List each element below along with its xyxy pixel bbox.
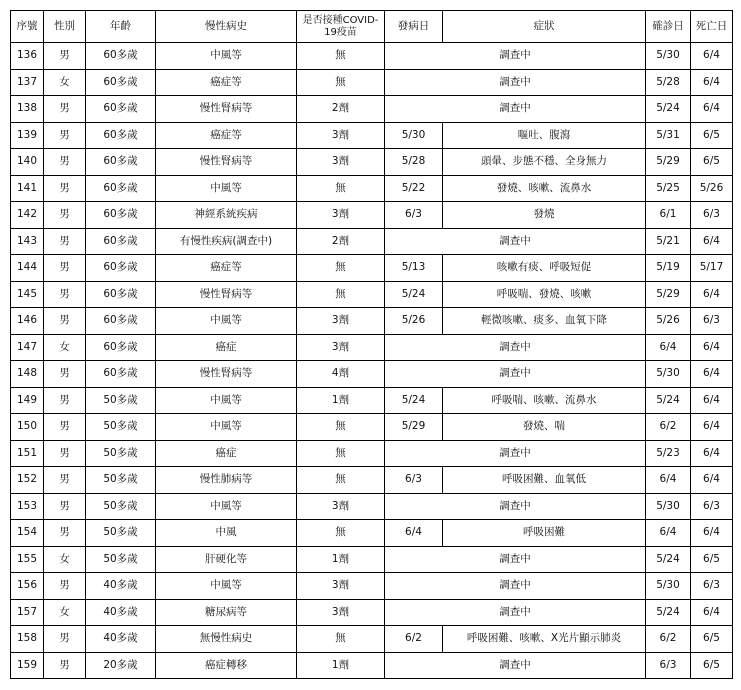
cell-sex: 男 bbox=[44, 467, 86, 494]
cell-id: 138 bbox=[11, 96, 44, 123]
cell-confirmed: 6/4 bbox=[646, 520, 691, 547]
cell-confirmed: 6/3 bbox=[646, 652, 691, 679]
header-confirmed: 確診日 bbox=[646, 11, 691, 43]
cell-age: 50多歲 bbox=[86, 493, 156, 520]
cell-vaccine: 無 bbox=[297, 520, 385, 547]
table-row bbox=[11, 96, 733, 123]
cell-symptoms: 調查中 bbox=[385, 652, 646, 679]
cell-id: 151 bbox=[11, 440, 44, 467]
cell-death: 6/4 bbox=[691, 440, 733, 467]
table-row bbox=[11, 440, 733, 467]
cell-history: 肝硬化等 bbox=[156, 546, 297, 573]
header-vaccine: 是否接種COVID-19疫苗 bbox=[297, 11, 385, 43]
cell-id: 143 bbox=[11, 228, 44, 255]
cell-id: 137 bbox=[11, 69, 44, 96]
cell-confirmed: 5/30 bbox=[646, 573, 691, 600]
cell-vaccine: 3劑 bbox=[297, 599, 385, 626]
cell-confirmed: 5/26 bbox=[646, 308, 691, 335]
table-row bbox=[11, 573, 733, 600]
cell-confirmed: 5/31 bbox=[646, 122, 691, 149]
cell-symptoms: 咳嗽有痰、呼吸短促 bbox=[443, 255, 646, 282]
cell-confirmed: 5/30 bbox=[646, 43, 691, 70]
cell-vaccine: 無 bbox=[297, 69, 385, 96]
cell-vaccine: 3劑 bbox=[297, 122, 385, 149]
cell-id: 153 bbox=[11, 493, 44, 520]
cell-age: 60多歲 bbox=[86, 69, 156, 96]
cell-symptoms: 呼吸喘、發燒、咳嗽 bbox=[443, 281, 646, 308]
table-row bbox=[11, 228, 733, 255]
cell-onset: 5/24 bbox=[385, 281, 443, 308]
cell-id: 136 bbox=[11, 43, 44, 70]
table-row bbox=[11, 493, 733, 520]
cell-vaccine: 無 bbox=[297, 414, 385, 441]
cell-sex: 男 bbox=[44, 652, 86, 679]
cell-symptoms: 發燒、咳嗽、流鼻水 bbox=[443, 175, 646, 202]
cell-history: 無慢性病史 bbox=[156, 626, 297, 653]
cell-sex: 男 bbox=[44, 361, 86, 388]
cell-age: 50多歲 bbox=[86, 440, 156, 467]
cell-death: 6/4 bbox=[691, 69, 733, 96]
cell-vaccine: 無 bbox=[297, 440, 385, 467]
cell-vaccine: 3劑 bbox=[297, 149, 385, 176]
table-row bbox=[11, 467, 733, 494]
cell-vaccine: 無 bbox=[297, 175, 385, 202]
cell-symptoms: 頭暈、步態不穩、全身無力 bbox=[443, 149, 646, 176]
cell-sex: 男 bbox=[44, 493, 86, 520]
cell-history: 癌症轉移 bbox=[156, 652, 297, 679]
cell-symptoms: 呼吸困難、咳嗽、X光片顯示肺炎 bbox=[443, 626, 646, 653]
cell-age: 60多歲 bbox=[86, 308, 156, 335]
cell-id: 148 bbox=[11, 361, 44, 388]
cell-id: 145 bbox=[11, 281, 44, 308]
cell-death: 6/4 bbox=[691, 281, 733, 308]
cell-onset: 5/22 bbox=[385, 175, 443, 202]
cell-age: 50多歲 bbox=[86, 387, 156, 414]
cell-confirmed: 6/2 bbox=[646, 414, 691, 441]
cell-onset: 6/3 bbox=[385, 467, 443, 494]
cell-onset: 5/26 bbox=[385, 308, 443, 335]
cell-vaccine: 2劑 bbox=[297, 96, 385, 123]
table-row bbox=[11, 361, 733, 388]
cell-id: 159 bbox=[11, 652, 44, 679]
cell-symptoms: 調查中 bbox=[385, 546, 646, 573]
table-row bbox=[11, 308, 733, 335]
cell-confirmed: 5/24 bbox=[646, 546, 691, 573]
cell-id: 146 bbox=[11, 308, 44, 335]
cell-death: 6/4 bbox=[691, 334, 733, 361]
cell-id: 158 bbox=[11, 626, 44, 653]
cell-confirmed: 5/24 bbox=[646, 599, 691, 626]
cell-sex: 男 bbox=[44, 228, 86, 255]
cell-death: 6/3 bbox=[691, 573, 733, 600]
cell-sex: 男 bbox=[44, 414, 86, 441]
table-row bbox=[11, 652, 733, 679]
cell-symptoms: 發燒、喘 bbox=[443, 414, 646, 441]
cell-vaccine: 1劑 bbox=[297, 546, 385, 573]
cell-death: 6/4 bbox=[691, 361, 733, 388]
cell-sex: 女 bbox=[44, 599, 86, 626]
cell-sex: 男 bbox=[44, 440, 86, 467]
cell-history: 慢性腎病等 bbox=[156, 361, 297, 388]
cell-history: 中風等 bbox=[156, 308, 297, 335]
cell-age: 60多歲 bbox=[86, 255, 156, 282]
cell-confirmed: 5/23 bbox=[646, 440, 691, 467]
header-age: 年齡 bbox=[86, 11, 156, 43]
case-table-container bbox=[10, 10, 733, 679]
cell-id: 150 bbox=[11, 414, 44, 441]
cell-death: 6/4 bbox=[691, 96, 733, 123]
cell-death: 6/5 bbox=[691, 149, 733, 176]
cell-history: 中風等 bbox=[156, 387, 297, 414]
cell-confirmed: 5/25 bbox=[646, 175, 691, 202]
cell-history: 癌症 bbox=[156, 440, 297, 467]
table-header-row bbox=[11, 11, 733, 43]
cell-vaccine: 2劑 bbox=[297, 228, 385, 255]
cell-vaccine: 1劑 bbox=[297, 652, 385, 679]
cell-onset: 5/28 bbox=[385, 149, 443, 176]
cell-age: 60多歲 bbox=[86, 228, 156, 255]
cell-symptoms: 嘔吐、腹瀉 bbox=[443, 122, 646, 149]
cell-age: 50多歲 bbox=[86, 546, 156, 573]
cell-age: 40多歲 bbox=[86, 626, 156, 653]
cell-sex: 男 bbox=[44, 520, 86, 547]
cell-symptoms: 呼吸困難 bbox=[443, 520, 646, 547]
cell-age: 60多歲 bbox=[86, 361, 156, 388]
table-row bbox=[11, 334, 733, 361]
cell-id: 155 bbox=[11, 546, 44, 573]
cell-death: 6/4 bbox=[691, 43, 733, 70]
cell-death: 6/4 bbox=[691, 599, 733, 626]
cell-history: 中風等 bbox=[156, 43, 297, 70]
cell-confirmed: 6/2 bbox=[646, 626, 691, 653]
cell-sex: 男 bbox=[44, 255, 86, 282]
cell-symptoms: 調查中 bbox=[385, 599, 646, 626]
cell-onset: 6/3 bbox=[385, 202, 443, 229]
cell-id: 152 bbox=[11, 467, 44, 494]
cell-vaccine: 無 bbox=[297, 43, 385, 70]
cell-history: 慢性腎病等 bbox=[156, 149, 297, 176]
table-row bbox=[11, 546, 733, 573]
cell-age: 50多歲 bbox=[86, 467, 156, 494]
cell-symptoms: 調查中 bbox=[385, 361, 646, 388]
cell-symptoms: 調查中 bbox=[385, 334, 646, 361]
cell-onset: 6/4 bbox=[385, 520, 443, 547]
cell-vaccine: 無 bbox=[297, 467, 385, 494]
cell-onset: 5/30 bbox=[385, 122, 443, 149]
cell-symptoms: 調查中 bbox=[385, 69, 646, 96]
cell-id: 156 bbox=[11, 573, 44, 600]
cell-confirmed: 5/24 bbox=[646, 96, 691, 123]
cell-age: 50多歲 bbox=[86, 520, 156, 547]
cell-vaccine: 3劑 bbox=[297, 573, 385, 600]
cell-death: 6/3 bbox=[691, 202, 733, 229]
cell-symptoms: 呼吸喘、咳嗽、流鼻水 bbox=[443, 387, 646, 414]
cell-age: 60多歲 bbox=[86, 122, 156, 149]
table-row bbox=[11, 281, 733, 308]
cell-history: 癌症 bbox=[156, 334, 297, 361]
cell-confirmed: 5/30 bbox=[646, 493, 691, 520]
cell-sex: 男 bbox=[44, 122, 86, 149]
cell-id: 147 bbox=[11, 334, 44, 361]
cell-confirmed: 5/24 bbox=[646, 387, 691, 414]
cell-sex: 男 bbox=[44, 281, 86, 308]
cell-id: 144 bbox=[11, 255, 44, 282]
cell-symptoms: 調查中 bbox=[385, 573, 646, 600]
cell-age: 50多歲 bbox=[86, 414, 156, 441]
cell-history: 糖尿病等 bbox=[156, 599, 297, 626]
header-symptoms: 症狀 bbox=[443, 11, 646, 43]
cell-vaccine: 3劑 bbox=[297, 308, 385, 335]
cell-symptoms: 調查中 bbox=[385, 493, 646, 520]
cell-history: 中風等 bbox=[156, 493, 297, 520]
cell-symptoms: 呼吸困難、血氧低 bbox=[443, 467, 646, 494]
cell-symptoms: 調查中 bbox=[385, 43, 646, 70]
cell-history: 中風等 bbox=[156, 414, 297, 441]
cell-death: 6/5 bbox=[691, 546, 733, 573]
cell-death: 6/5 bbox=[691, 652, 733, 679]
cell-age: 60多歲 bbox=[86, 175, 156, 202]
cell-death: 6/4 bbox=[691, 228, 733, 255]
cell-onset: 5/13 bbox=[385, 255, 443, 282]
cell-onset: 5/29 bbox=[385, 414, 443, 441]
cell-death: 6/4 bbox=[691, 467, 733, 494]
table-body bbox=[11, 43, 733, 679]
cell-confirmed: 5/28 bbox=[646, 69, 691, 96]
cell-age: 60多歲 bbox=[86, 149, 156, 176]
cell-sex: 男 bbox=[44, 175, 86, 202]
cell-history: 慢性肺病等 bbox=[156, 467, 297, 494]
cell-sex: 女 bbox=[44, 69, 86, 96]
cell-id: 141 bbox=[11, 175, 44, 202]
cell-history: 慢性腎病等 bbox=[156, 281, 297, 308]
table-row bbox=[11, 414, 733, 441]
cell-id: 140 bbox=[11, 149, 44, 176]
cell-confirmed: 5/30 bbox=[646, 361, 691, 388]
header-history: 慢性病史 bbox=[156, 11, 297, 43]
table-row bbox=[11, 387, 733, 414]
cell-symptoms: 發燒 bbox=[443, 202, 646, 229]
cell-onset: 6/2 bbox=[385, 626, 443, 653]
cell-death: 6/4 bbox=[691, 414, 733, 441]
table-row bbox=[11, 520, 733, 547]
header-sex: 性別 bbox=[44, 11, 86, 43]
cell-symptoms: 調查中 bbox=[385, 96, 646, 123]
table-row bbox=[11, 626, 733, 653]
cell-sex: 女 bbox=[44, 546, 86, 573]
cell-death: 6/3 bbox=[691, 308, 733, 335]
cell-sex: 男 bbox=[44, 202, 86, 229]
cell-symptoms: 調查中 bbox=[385, 440, 646, 467]
table-row bbox=[11, 149, 733, 176]
cell-history: 中風等 bbox=[156, 573, 297, 600]
cell-confirmed: 5/21 bbox=[646, 228, 691, 255]
cell-vaccine: 1劑 bbox=[297, 387, 385, 414]
table-row bbox=[11, 202, 733, 229]
cell-vaccine: 無 bbox=[297, 281, 385, 308]
cell-death: 5/17 bbox=[691, 255, 733, 282]
cell-sex: 男 bbox=[44, 308, 86, 335]
cell-death: 6/5 bbox=[691, 626, 733, 653]
table-row bbox=[11, 599, 733, 626]
table-row bbox=[11, 122, 733, 149]
cell-confirmed: 5/29 bbox=[646, 281, 691, 308]
cell-history: 神經系統疾病 bbox=[156, 202, 297, 229]
cell-history: 中風等 bbox=[156, 175, 297, 202]
table-row bbox=[11, 175, 733, 202]
cell-confirmed: 6/4 bbox=[646, 467, 691, 494]
cell-symptoms: 輕微咳嗽、痰多、血氧下降 bbox=[443, 308, 646, 335]
cell-vaccine: 3劑 bbox=[297, 493, 385, 520]
cell-id: 142 bbox=[11, 202, 44, 229]
cell-sex: 男 bbox=[44, 96, 86, 123]
cell-vaccine: 無 bbox=[297, 255, 385, 282]
table-row bbox=[11, 43, 733, 70]
cell-age: 60多歲 bbox=[86, 281, 156, 308]
cell-age: 60多歲 bbox=[86, 202, 156, 229]
cell-vaccine: 無 bbox=[297, 626, 385, 653]
cell-history: 有慢性疾病(調查中) bbox=[156, 228, 297, 255]
covid-death-cases-table bbox=[10, 10, 733, 679]
cell-confirmed: 6/4 bbox=[646, 334, 691, 361]
cell-sex: 男 bbox=[44, 43, 86, 70]
cell-symptoms: 調查中 bbox=[385, 228, 646, 255]
cell-age: 60多歲 bbox=[86, 43, 156, 70]
cell-history: 癌症等 bbox=[156, 122, 297, 149]
cell-vaccine: 3劑 bbox=[297, 334, 385, 361]
cell-age: 60多歲 bbox=[86, 96, 156, 123]
cell-confirmed: 6/1 bbox=[646, 202, 691, 229]
table-row bbox=[11, 255, 733, 282]
cell-vaccine: 3劑 bbox=[297, 202, 385, 229]
cell-age: 40多歲 bbox=[86, 573, 156, 600]
cell-onset: 5/24 bbox=[385, 387, 443, 414]
header-id: 序號 bbox=[11, 11, 44, 43]
cell-sex: 男 bbox=[44, 387, 86, 414]
cell-history: 癌症等 bbox=[156, 255, 297, 282]
table-row bbox=[11, 69, 733, 96]
cell-death: 6/5 bbox=[691, 122, 733, 149]
cell-sex: 男 bbox=[44, 573, 86, 600]
cell-age: 40多歲 bbox=[86, 599, 156, 626]
cell-death: 5/26 bbox=[691, 175, 733, 202]
cell-id: 154 bbox=[11, 520, 44, 547]
cell-history: 慢性腎病等 bbox=[156, 96, 297, 123]
cell-history: 中風 bbox=[156, 520, 297, 547]
cell-death: 6/4 bbox=[691, 387, 733, 414]
cell-sex: 男 bbox=[44, 149, 86, 176]
cell-sex: 女 bbox=[44, 334, 86, 361]
cell-sex: 男 bbox=[44, 626, 86, 653]
cell-death: 6/3 bbox=[691, 493, 733, 520]
cell-death: 6/4 bbox=[691, 520, 733, 547]
header-onset: 發病日 bbox=[385, 11, 443, 43]
cell-id: 149 bbox=[11, 387, 44, 414]
cell-id: 139 bbox=[11, 122, 44, 149]
cell-age: 60多歲 bbox=[86, 334, 156, 361]
cell-confirmed: 5/19 bbox=[646, 255, 691, 282]
cell-vaccine: 4劑 bbox=[297, 361, 385, 388]
header-death: 死亡日 bbox=[691, 11, 733, 43]
cell-age: 20多歲 bbox=[86, 652, 156, 679]
cell-history: 癌症等 bbox=[156, 69, 297, 96]
cell-id: 157 bbox=[11, 599, 44, 626]
cell-confirmed: 5/29 bbox=[646, 149, 691, 176]
